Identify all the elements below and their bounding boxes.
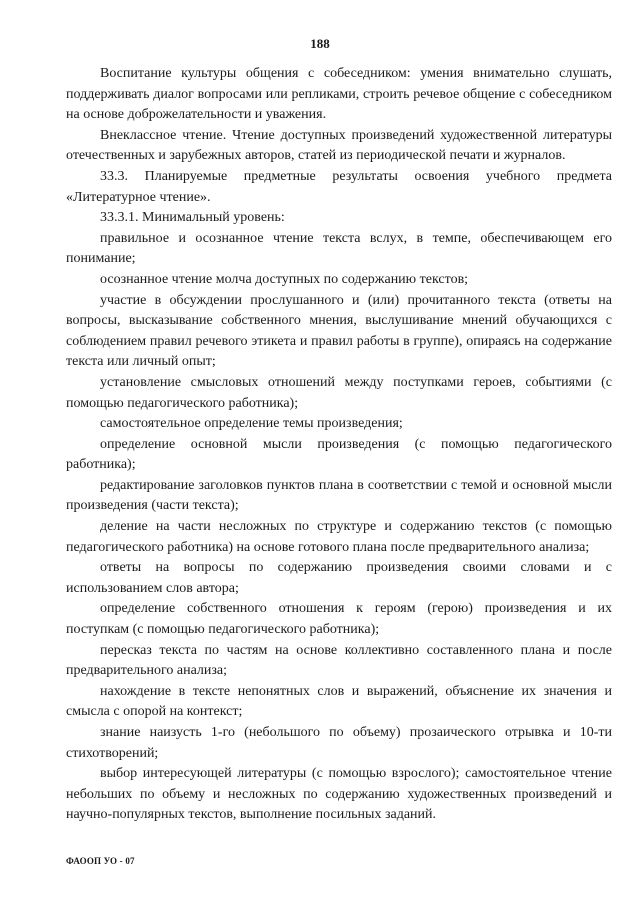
list-item: деление на части несложных по структуре и содержанию текстов (с помощью педагогического работника) на основе готового плана после предварительного анализа;	[66, 519, 612, 555]
list-item: выбор интересующей литературы (с помощью взрослого); самостоятельное чтение небольших по объему и несложных по содержанию художественных произведений и научно-популярных текстов, выполнение посильных заданий.	[66, 766, 612, 823]
section-heading-33-3-1: 33.3.1. Минимальный уровень:	[100, 210, 285, 226]
paragraph-communication-culture: Воспитание культуры общения с собеседником: умения внимательно слушать, поддерживать диалог вопросами или репликами, строить речевое общение с собеседником на основе доброжелательности и уважения.	[66, 66, 612, 123]
section-heading-33-3: 33.3. Планируемые предметные результаты освоения учебного предмета «Литературное чтение».	[66, 168, 612, 205]
list-item: установление смысловых отношений между поступками героев, событиями (с помощью педагогического работника);	[66, 374, 612, 411]
document-code-footer: ФАООП УО - 07	[66, 856, 135, 866]
list-item: редактирование заголовков пунктов плана в соответствии с темой и основной мысли произведения (части текста);	[66, 477, 612, 514]
list-item: осознанное чтение молча доступных по содержанию текстов;	[100, 271, 469, 287]
list-item: знание наизусть 1-го (небольшого по объему) прозаического отрывка и 10-ти стихотворений;	[66, 725, 612, 761]
document-body	[66, 64, 612, 826]
list-item: нахождение в тексте непонятных слов и выражений, объяснение их значения и смысла с опорой на контекст;	[66, 683, 612, 720]
list-item: определение основной мысли произведения (с помощью педагогического работника);	[66, 436, 612, 473]
list-item: правильное и осознанное чтение текста вслух, в темпе, обеспечивающем его понимание;	[66, 230, 612, 267]
paragraph-extracurricular-reading: Внеклассное чтение. Чтение доступных произведений художественной литературы отечественных и зарубежных авторов, статей из периодической печати и журналов.	[66, 127, 612, 164]
list-item: определение собственного отношения к героям (герою) произведения и их поступкам (с помощью педагогического работника);	[66, 601, 612, 638]
page-number: 188	[310, 36, 330, 51]
list-item: самостоятельное определение темы произведения;	[100, 416, 403, 432]
list-item: ответы на вопросы по содержанию произведения своими словами и с использованием слов автора;	[66, 560, 612, 596]
list-item: пересказ текста по частям на основе коллективно составленного плана и после предварительного анализа;	[66, 642, 612, 679]
list-item: участие в обсуждении прослушанного и (или) прочитанного текста (ответы на вопросы, высказывание собственного мнения, выслушивание мнений обучающихся с соблюдением правил речевого этикета и правил работы в группе), опираясь на содержание текста или личный опыт;	[66, 292, 612, 370]
